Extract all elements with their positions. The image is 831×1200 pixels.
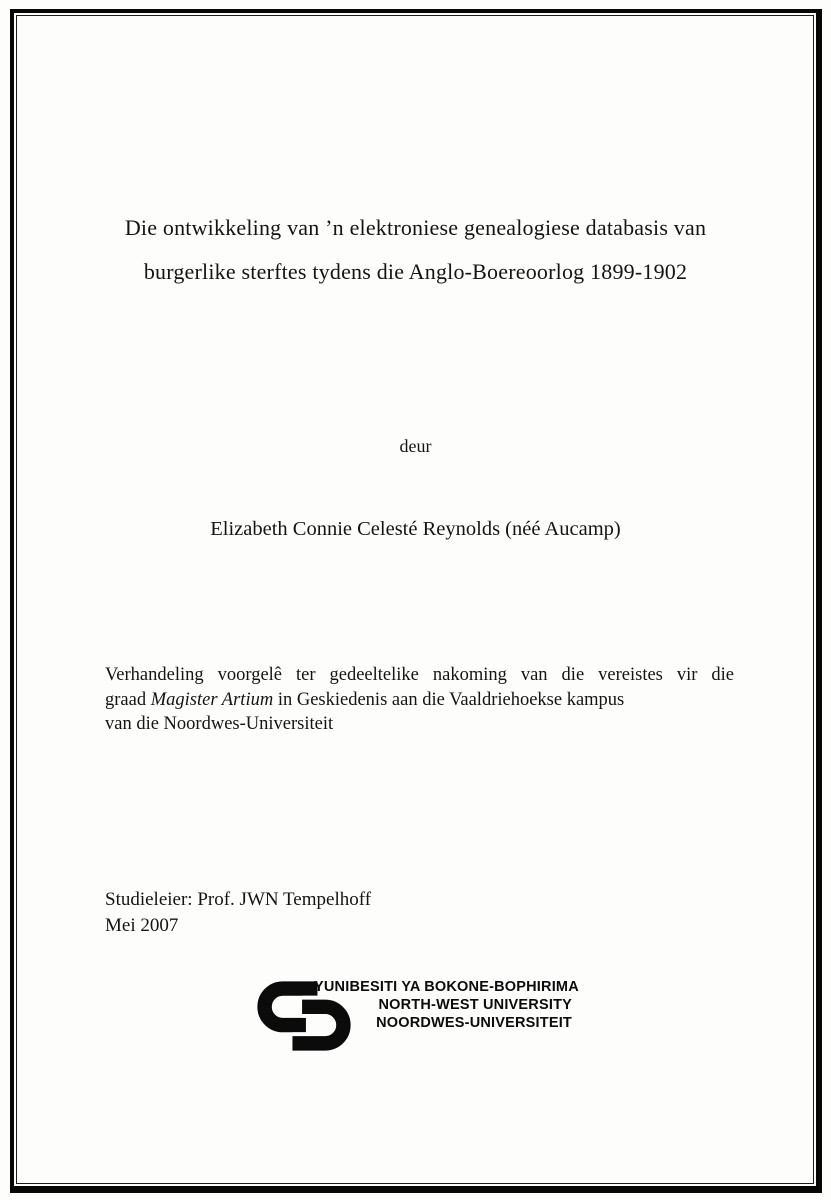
supervisor-line: Studieleier: Prof. JWN Tempelhoff [105,889,372,910]
submission-statement [105,663,734,737]
nwu-logo-wordmark [314,978,579,1032]
submission-line-3: van die Noordwes-Universiteit [105,714,334,734]
supervisor-block [105,887,371,939]
degree-name-italic: Magister Artium [150,689,274,710]
submission-line-2-post: in Geskiedenis aan die Vaaldriehoekse kampus [273,689,625,710]
submission-line-1: Verhandeling voorgelê ter gedeeltelike nakoming van die vereistes vir die [105,665,734,685]
submission-line-2-pre: graad [105,689,151,710]
thesis-title-line-2: burgerlike sterftes tydens die Anglo-Boereoorlog 1899-1902 [143,259,688,284]
nwu-logo [254,971,584,1061]
thesis-title-line-1: Die ontwikkeling van ’n elektroniese genealogiese databasis van [124,215,707,240]
thesis-title [60,206,771,294]
submission-line-2 [105,688,734,713]
logo-line-afrikaans: NOORDWES-UNIVERSITEIT [376,1015,572,1031]
date-line: Mei 2007 [105,915,179,936]
logo-line-setswana: YUNIBESITI YA BOKONE-BOPHIRIMA [314,979,579,995]
byline-deur: deur [399,436,432,456]
logo-line-english: NORTH-WEST UNIVERSITY [378,997,572,1013]
author-name: Elizabeth Connie Celesté Reynolds (néé Aucamp) [210,518,621,540]
